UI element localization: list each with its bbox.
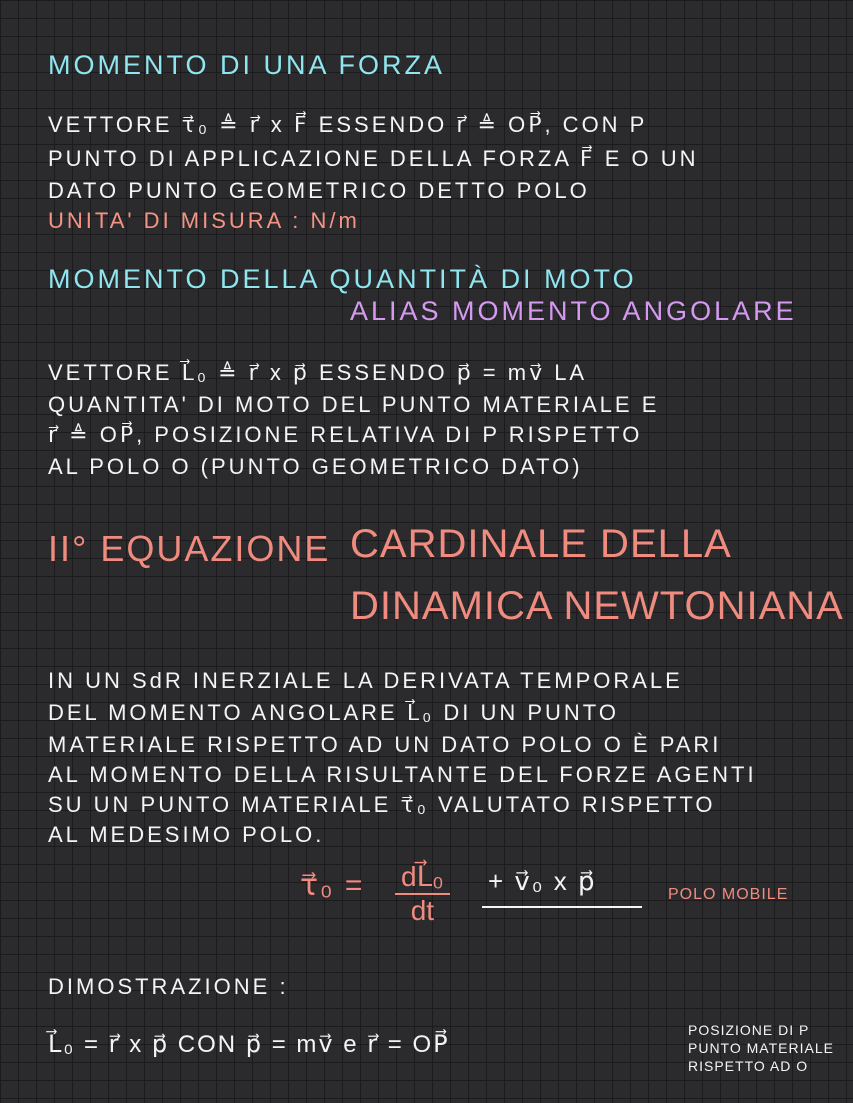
formula-note: POLO MOBILE — [668, 886, 789, 903]
alias-line: ALIAS MOMENTO ANGOLARE — [350, 296, 797, 326]
text-line: AL MOMENTO DELLA RISULTANTE DEL FORZE AGENTI — [48, 762, 757, 787]
text-line: DEL MOMENTO ANGOLARE L⃗₀ DI UN PUNTO — [48, 700, 619, 725]
section-title-equazione: II° EQUAZIONE — [48, 528, 331, 569]
text-line: IN UN SdR INERZIALE LA DERIVATA TEMPORALE — [48, 668, 683, 693]
section-title-dinamica: DINAMICA NEWTONIANA — [350, 584, 844, 628]
text-line: DATO PUNTO GEOMETRICO DETTO POLO — [48, 178, 590, 203]
section-title-momento-forza: MOMENTO DI UNA FORZA — [48, 50, 446, 80]
text-line: AL POLO O (PUNTO GEOMETRICO DATO) — [48, 454, 583, 479]
text-line: PUNTO DI APPLICAZIONE DELLA FORZA F⃗ E O UN — [48, 146, 699, 171]
units-line: UNITA' DI MISURA : N/m — [48, 208, 360, 233]
text-line: VETTORE L⃗₀ ≜ r⃗ x p⃗ ESSENDO p⃗ = mv⃗ LA — [48, 360, 588, 385]
section-title-cardinale: CARDINALE DELLA — [350, 522, 732, 566]
text-line: SU UN PUNTO MATERIALE τ⃗₀ VALUTATO RISPETTO — [48, 792, 716, 817]
text-line: r⃗ ≜ OP⃗, POSIZIONE RELATIVA DI P RISPETTO — [48, 422, 643, 447]
note-line: RISPETTO AD O — [688, 1058, 809, 1074]
formula-underline — [482, 906, 642, 908]
note-line: POSIZIONE DI P — [688, 1022, 810, 1038]
text-line: AL MEDESIMO POLO. — [48, 822, 325, 847]
formula-extra-term: + v⃗₀ x p⃗ — [488, 866, 597, 896]
dimostrazione-formula: L⃗₀ = r⃗ x p⃗ CON p⃗ = mv⃗ e r⃗ = OP⃗ — [48, 1031, 450, 1058]
text-line: QUANTITA' DI MOTO DEL PUNTO MATERIALE E — [48, 392, 660, 417]
text-line: MATERIALE RISPETTO AD UN DATO POLO O È PARI — [48, 732, 722, 757]
formula-fraction — [395, 860, 450, 927]
formula-lhs: τ⃗₀ = — [300, 869, 365, 902]
formula-denominator: dt — [410, 895, 435, 926]
formula-numerator: dL⃗₀ — [395, 860, 450, 895]
note-line: PUNTO MATERIALE — [688, 1040, 834, 1056]
section-title-momento-quantita-moto: MOMENTO DELLA QUANTITÀ DI MOTO — [48, 264, 637, 294]
text-line: VETTORE τ⃗₀ ≜ r⃗ x F⃗ ESSENDO r⃗ ≜ OP⃗, CON P — [48, 112, 648, 137]
section-title-dimostrazione: DIMOSTRAZIONE : — [48, 974, 289, 999]
